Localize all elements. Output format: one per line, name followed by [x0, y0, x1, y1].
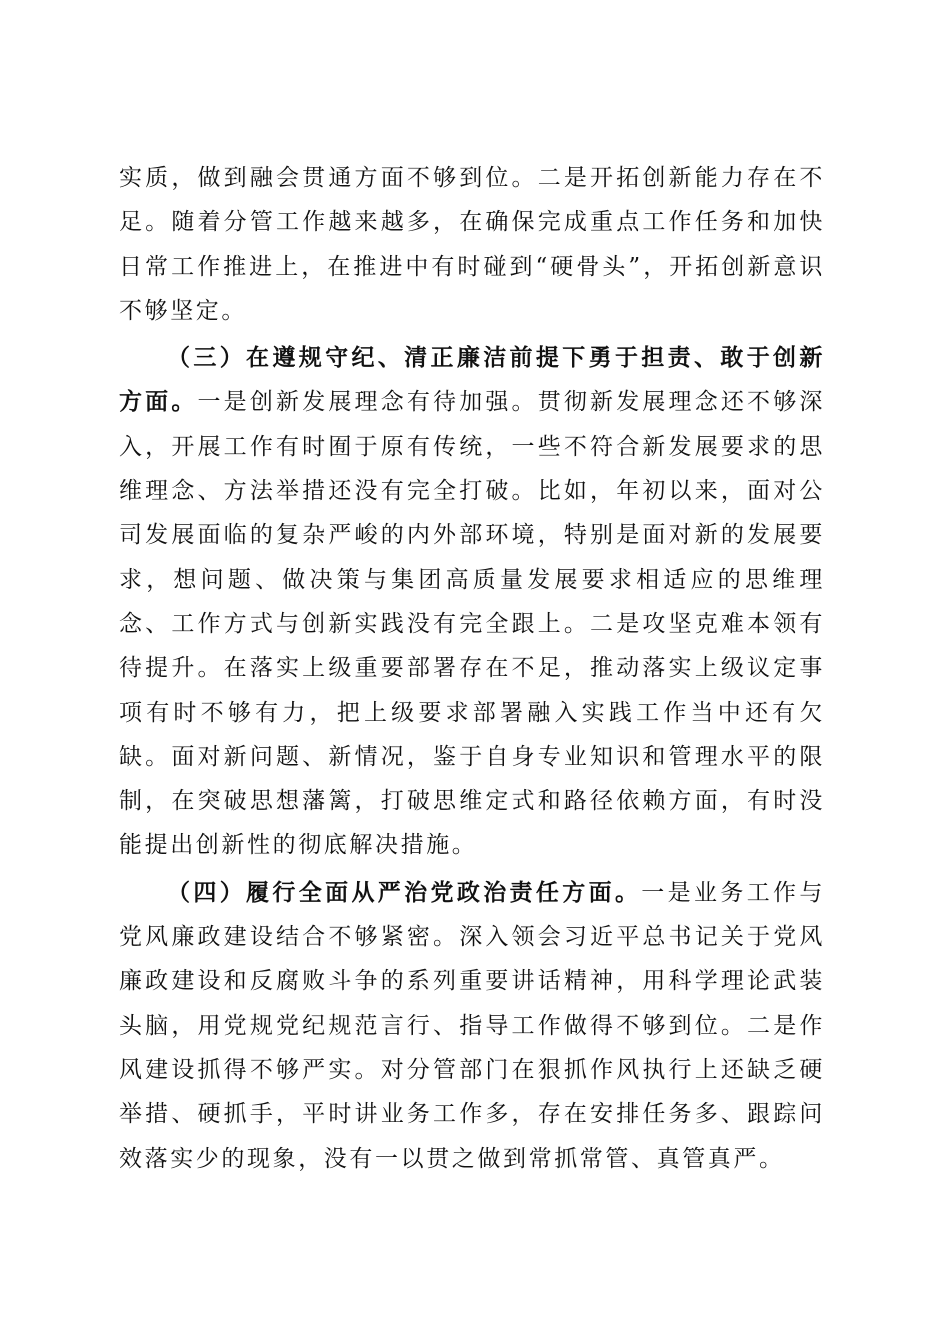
- paragraph-section-4: [119, 871, 825, 1181]
- section-heading-3: （三）在遵规守纪、清正廉洁前提下勇于担责、敢于创新方面。: [119, 345, 825, 416]
- document-body: [119, 156, 825, 1181]
- paragraph-text: 一是创新发展理念有待加强。贯彻新发展理念还不够深入，开展工作有时囿于原有传统，一些不符合新发展要求的思维理念、方法举措还没有完全打破。比如，年初以来，面对公司发展面临的复杂严峻的内外部环境，特别是面对新的发展要求，想问题、做决策与集团高质量发展要求相适应的思维理念、工作方式与创新实践没有完全跟上。二是攻坚克难本领有待提升。在落实上级重要部署存在不足，推动落实上级议定事项有时不够有力，把上级要求部署融入实践工作当中还有欠缺。面对新问题、新情况，鉴于自身专业知识和管理水平的限制，在突破思想藩篱，打破思维定式和路径依赖方面，有时没能提出创新性的彻底解决措施。: [119, 389, 825, 859]
- paragraph-section-3: [119, 336, 825, 868]
- section-heading-4: （四）履行全面从严治党政治责任方面。: [167, 879, 642, 906]
- paragraph-text: 实质，做到融会贯通方面不够到位。二是开拓创新能力存在不足。随着分管工作越来越多，在确保完成重点工作任务和加快日常工作推进上，在推进中有时碰到“硬骨头”，开拓创新意识不够坚定。: [119, 165, 825, 324]
- paragraph-continuation: [119, 156, 825, 333]
- paragraph-text: 一是业务工作与党风廉政建设结合不够紧密。深入领会习近平总书记关于党风廉政建设和反腐败斗争的系列重要讲话精神，用科学理论武装头脑，用党规党纪规范言行、指导工作做得不够到位。二是作风建设抓得不够严实。对分管部门在狠抓作风执行上还缺乏硬举措、硬抓手，平时讲业务工作多，存在安排任务多、跟踪问效落实少的现象，没有一以贯之做到常抓常管、真管真严。: [119, 879, 825, 1172]
